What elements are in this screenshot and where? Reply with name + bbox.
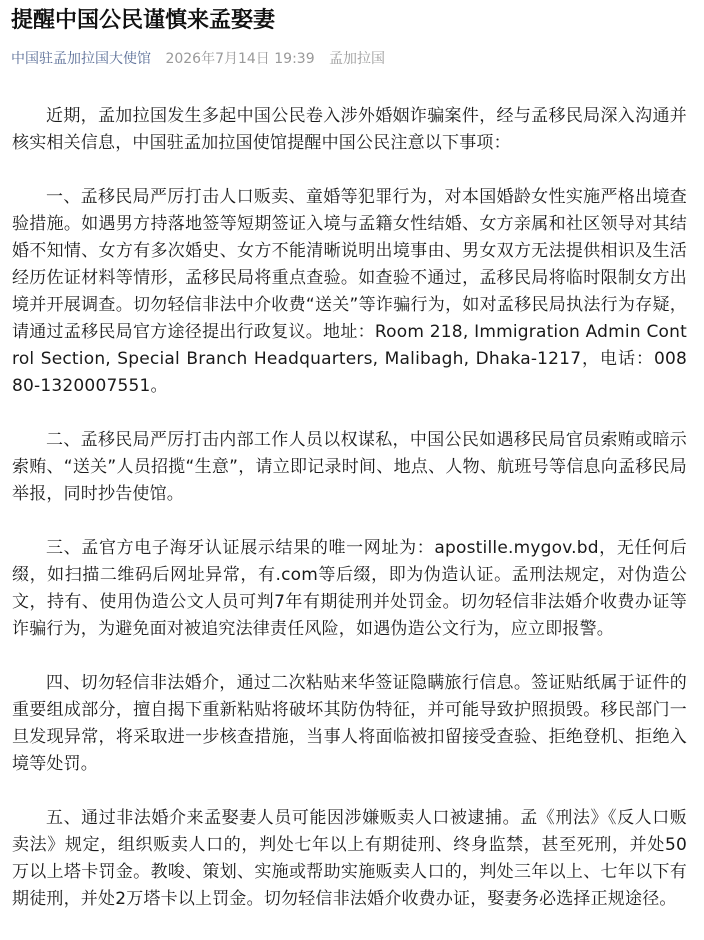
paragraph-5: 五、通过非法婚介来孟娶妻人员可能因涉嫌贩卖人口被逮捕。孟《刑法》《反人口贩卖法》规定，组织贩卖人口的，判处七年以上有期徒刑、终身监禁，甚至死刑，并处50万以上塔卡罚金。教唆、策划、实施或帮助实施贩卖人口的，判处三年以上、七年以下有期徒刑，并处2万塔卡以上罚金。切勿轻信非法婚介收费办证，娶妻务必选择正规途径。 <box>12 808 687 909</box>
paragraph-1: 一、孟移民局严厉打击人口贩卖、童婚等犯罪行为，对本国婚龄女性实施严格出境查验措施。如遇男方持落地签等短期签证入境与孟籍女性结婚、女方亲属和社区领导对其结婚不知情、女方有多次婚史、女方不能清晰说明出境事由、男女双方无法提供相识及生活经历佐证材料等情形，孟移民局将重点查验。如查验不通过，孟移民局将临时限制女方出境并开展调查。切勿轻信非法中介收费“送关”等诈骗行为，如对孟移民局执法行为存疑，请通过孟移民局官方途径提出行政复议。地址：Room 218, Immigration Admin Control Section, Special Branch Headquarters, Malibagh, Dhaka-1217，电话：00880-1320007551。 <box>12 187 687 396</box>
article-meta <box>11 49 395 69</box>
paragraph-intro: 近期，孟加拉国发生多起中国公民卷入涉外婚姻诈骗案件，经与孟移民局深入沟通并核实相关信息，中国驻孟加拉国使馆提醒中国公民注意以下事项： <box>12 106 687 153</box>
article-source-link[interactable]: 中国驻孟加拉国大使馆 <box>11 51 151 67</box>
paragraph-4: 四、切勿轻信非法婚介，通过二次粘贴来华签证隐瞒旅行信息。签证贴纸属于证件的重要组成部分，擅自揭下重新粘贴将破坏其防伪特征，并可能导致护照损毁。移民部门一旦发现异常，将采取进一步核查措施，当事人将面临被扣留接受查验、拒绝登机、拒绝入境等处罚。 <box>12 673 687 774</box>
paragraph-2: 二、孟移民局严厉打击内部工作人员以权谋私，中国公民如遇移民局官员索贿或暗示索贿、“送关”人员招揽“生意”，请立即记录时间、地点、人物、航班号等信息向孟移民局举报，同时抄告使馆。 <box>12 430 687 504</box>
article-title: 提醒中国公民谨慎来孟娶妻 <box>11 8 276 33</box>
paragraph-3: 三、孟官方电子海牙认证展示结果的唯一网址为：apostille.mygov.bd，无任何后缀，如扫描二维码后网址异常，有.com等后缀，即为伪造认证。孟刑法规定，对伪造公文，持有、使用伪造公文人员可判7年有期徒刑并处罚金。切勿轻信非法婚介收费办证等诈骗行为，为避免面对被追究法律责任风险，如遇伪造公文行为，应立即报警。 <box>12 538 687 639</box>
article-body <box>12 103 687 940</box>
article-location: 孟加拉国 <box>329 51 386 67</box>
article-datetime: 2026年7月14日 19:39 <box>165 51 315 67</box>
